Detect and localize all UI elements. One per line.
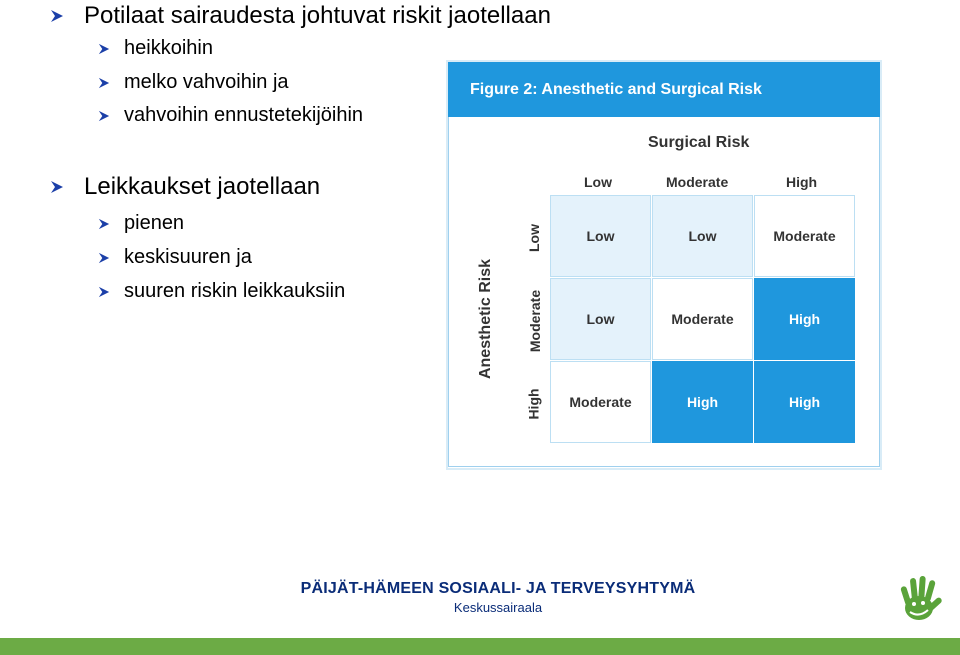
bullet-main-1-text: Potilaat sairaudesta johtuvat riskit jaotellaan bbox=[84, 2, 551, 29]
footer-subtitle: Keskussairaala bbox=[453, 600, 543, 615]
footer-organization-name: PÄIJÄT-HÄMEEN SOSIAALI- JA TERVEYSYHTYMÄ bbox=[300, 580, 696, 597]
bullet-sub-1 bbox=[98, 37, 213, 60]
column-label-low: Low bbox=[584, 174, 612, 190]
arrowhead-bullet-icon bbox=[98, 218, 110, 230]
arrowhead-bullet-icon bbox=[98, 43, 110, 55]
bullet-sub-3 bbox=[98, 104, 363, 127]
bullet-sub-2 bbox=[98, 71, 289, 94]
bullet-sub-2-text: melko vahvoihin ja bbox=[124, 71, 289, 93]
bullet-sub-4 bbox=[98, 212, 184, 235]
bullet-sub-5-text: keskisuuren ja bbox=[124, 246, 252, 268]
column-label-moderate: Moderate bbox=[666, 174, 729, 190]
row-label-low: Low bbox=[526, 224, 542, 252]
bullet-main-1 bbox=[50, 2, 551, 30]
risk-matrix-figure bbox=[448, 62, 880, 468]
bullet-sub-3-text: vahvoihin ennustetekijöihin bbox=[124, 104, 364, 126]
matrix-cell-low-low: Low bbox=[550, 195, 651, 277]
arrowhead-bullet-icon bbox=[98, 77, 110, 89]
arrowhead-bullet-icon bbox=[98, 252, 110, 264]
bullet-main-2-text: Leikkaukset jaotellaan bbox=[84, 173, 321, 200]
matrix-cell-high-moderate: High bbox=[652, 361, 753, 443]
matrix-cell-moderate-high: High bbox=[754, 278, 855, 360]
figure-header: Figure 2: Anesthetic and Surgical Risk bbox=[448, 62, 880, 117]
arrowhead-bullet-icon bbox=[50, 9, 64, 23]
matrix-cell-high-high: High bbox=[754, 361, 855, 443]
arrowhead-bullet-icon bbox=[98, 286, 110, 298]
bullet-sub-6-text: suuren riskin leikkauksiin bbox=[124, 280, 346, 302]
row-label-moderate: Moderate bbox=[527, 289, 544, 353]
matrix-cell-low-moderate: Low bbox=[652, 195, 753, 277]
bullet-sub-1-text: heikkoihin bbox=[124, 37, 213, 59]
matrix-cell-high-low: Moderate bbox=[550, 361, 651, 443]
bullet-sub-6 bbox=[98, 280, 345, 303]
bullet-main-2 bbox=[50, 173, 320, 201]
bullet-sub-5 bbox=[98, 246, 252, 269]
row-label-high: High bbox=[525, 388, 542, 420]
arrowhead-bullet-icon bbox=[98, 110, 110, 122]
column-label-high: High bbox=[786, 174, 818, 190]
bullet-sub-4-text: pienen bbox=[124, 212, 185, 234]
footer-color-bar bbox=[0, 638, 960, 655]
arrowhead-bullet-icon bbox=[50, 180, 64, 194]
matrix-cell-low-high: Moderate bbox=[754, 195, 855, 277]
hand-logo-icon bbox=[892, 572, 948, 628]
matrix-cell-moderate-low: Low bbox=[550, 278, 651, 360]
anesthetic-risk-title: Anesthetic Risk bbox=[477, 258, 495, 380]
matrix-cell-moderate-moderate: Moderate bbox=[652, 278, 753, 360]
surgical-risk-title: Surgical Risk bbox=[648, 134, 750, 151]
